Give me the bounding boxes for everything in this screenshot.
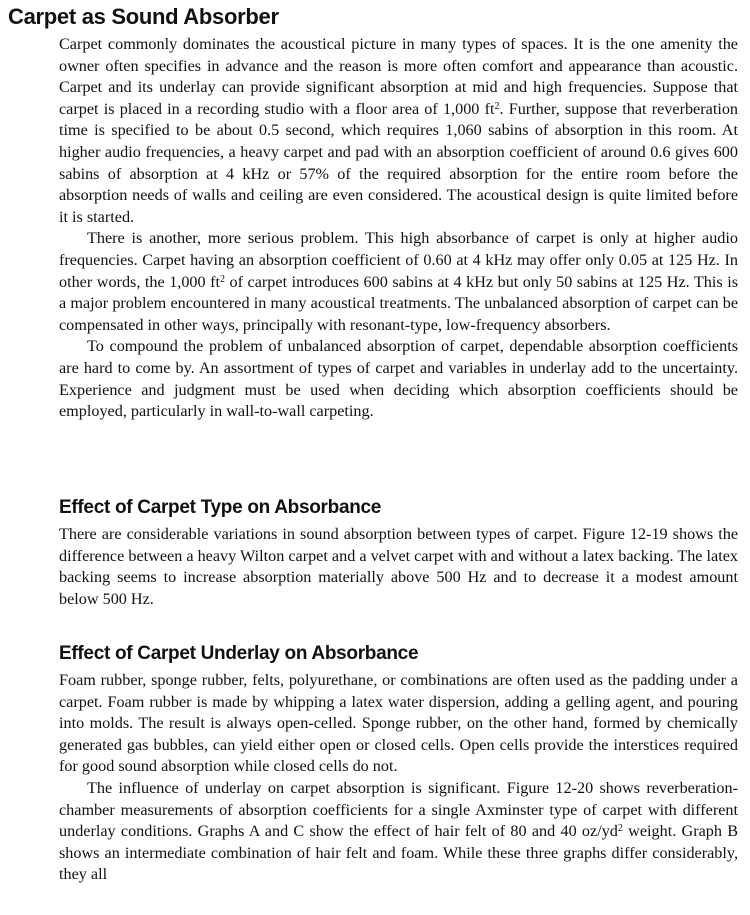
section-heading-carpet-underlay: Effect of Carpet Underlay on Absorbance [59, 643, 419, 664]
paragraph: To compound the problem of unbalanced absorption of carpet, dependable absorption coefficients are hard to come by. An assortment of types of carpet and variables in underlay add to the uncertainty. Experience and judgment must be used when deciding which absorption coefficients should be employed, particularly in wall-to-wall carpeting. [59, 337, 738, 421]
paragraph: Carpet commonly dominates the acoustical picture in many types of spaces. It is the one amenity the owner often specifies in advance and the reason is more often comfort and appearance than acoustic. Carpet and its underlay can provide significant absorption at mid and high frequencies. Suppose that carpet is placed in a recording studio with a floor area of 1,000 $ft^2$. Further, suppose that reverberation time is specified to be about 0.5 second, which requires 1,060 sabins of absorption in this room. At higher audio frequencies, a heavy carpet and pad with an absorption coefficient of around 0.6 gives 600 sabins of absorption at 4 kHz or 57% of the required absorption for the entire room before the absorption needs of walls and ceiling are even considered. The acoustical design is quite limited before it is started. [59, 35, 739, 226]
section-heading-carpet-sound-absorber: Carpet as Sound Absorber [8, 4, 279, 29]
paragraph: There are considerable variations in sound absorption between types of carpet. Figure 12-19 shows the difference between a heavy Wilton carpet and a velvet carpet with and without a latex backing. The latex backing seems to increase absorption materially above 500 Hz and to decrease it a modest amount below 500 Hz. [59, 525, 738, 608]
section-body-carpet-sound-absorber [59, 34, 738, 423]
section-body-carpet-underlay [59, 670, 738, 886]
section-body-carpet-type [59, 524, 738, 610]
section-heading-carpet-type: Effect of Carpet Type on Absorbance [59, 497, 382, 518]
paragraph: Foam rubber, sponge rubber, felts, polyurethane, or combinations are often used as the padding under a carpet. Foam rubber is made by whipping a latex water dispersion, adding a gelling agent, and pouring into molds. The result is always open-celled. Sponge rubber, on the other hand, formed by chemically generated gas bubbles, can yield either open or closed cells. Open cells provide the interstices required for good sound absorption while closed cells do not. [59, 671, 738, 776]
paragraph: The influence of underlay on carpet absorption is significant. Figure 12-20 shows reverberation-chamber measurements of absorption coefficients for a single Axminster type of carpet with different underlay conditions. Graphs A and C show the effect of hair felt of 80 and 40 $oz/yd^2$ weight. Graph B shows an intermediate combination of hair felt and foam. While these three graphs differ considerably, they all [59, 778, 738, 884]
paragraph: There is another, more serious problem. This high absorbance of carpet is only at higher audio frequencies. Carpet having an absorption coefficient of 0.60 at 4 kHz may offer only 0.05 at 125 Hz. In other words, the 1,000 $ft^2$ of carpet introduces 600 sabins at 4 kHz but only 50 sabins at 125 Hz. This is a major problem encountered in many acoustical treatments. The unbalanced absorption of carpet can be compensated in other ways, principally with resonant-type, low-frequency absorbers. [59, 229, 739, 334]
